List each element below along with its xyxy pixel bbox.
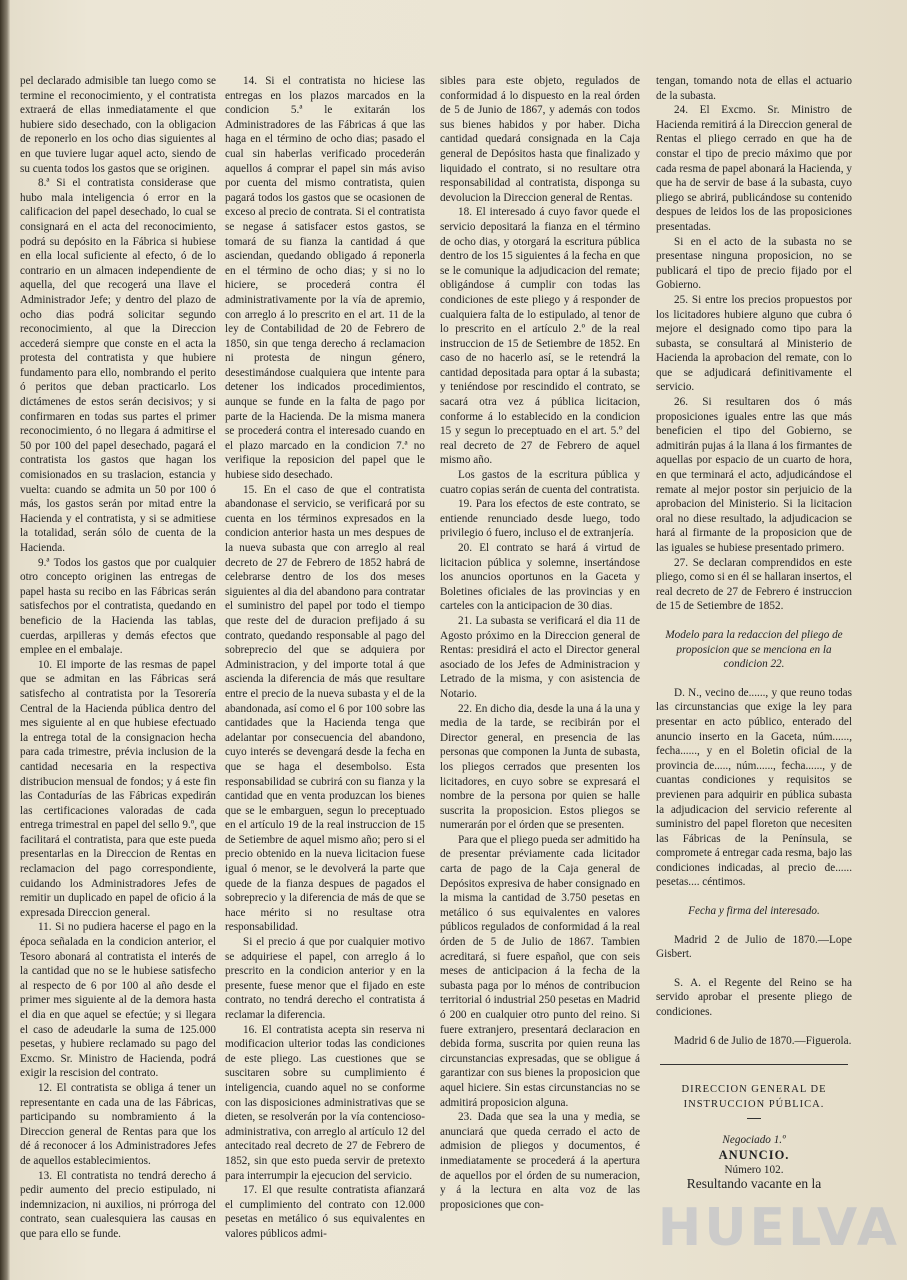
paragraph: 15. En el caso de que el contratista abandonase el servicio, se verificará por su cuenta en los términos expresados en la condicion anterior hasta un mes despues de la nueva subasta que con arreglo al real decreto de 27 de Febrero de 1852 habrá de celebrarse dentro de los dos meses siguientes al dia del abandono para contratar el suministro del papel por todo el tiempo que reste del de duracion prefijado á su contrato, quedando responsable al pago del sobreprecio del que se adquiera por Administracion, y del importe total á que ascienda la diferencia de más que resultare entre el precio de la nueva subasta y el de la abandonada, así como el 6 por 100 sobre las cantidades que la Hacienda tenga que adelantar por consecuencia del abandono, cuyo interés se devengará desde la fecha en que se haga el desembolso. Esta responsabilidad se cubrirá con su fianza y la cantidad que en venta produzcan los bienes que se le embarguen, segun lo preceptuado en el artículo 19 de la real instruccion de 15 de Setiembre de aquel mismo año; pero si el precio obtenido en la nueva licitacion fuese igual ó menor, se le devolverá la parte que quede de la fianza despues de pagados el sobreprecio y la diferencia de más de que se hace mérito si no resultase otra responsabilidad. [225, 483, 425, 934]
page-binding-edge [0, 0, 10, 1280]
paragraph: 27. Se declaran comprendidos en este pliego, como si en él se hallaran insertos, el real decreto de 27 de Febrero é instruccion de 15 de Setiembre de 1852. [656, 556, 852, 613]
negociado: Negociado 1.º [722, 1134, 786, 1147]
paragraph: 26. Si resultaren dos ó más proposiciones iguales entre las que más beneficien el tipo del Gobierno, se admitirán pujas á la llana á los firmantes de aquellas por espacio de un cuarto de hora, en que terminará el acto, adjudicándose el remate al mejor postor sin perjuicio de la aprobacion del Ministerio. Si la licitacion oral no diese resultado, la adjudicacion se hará al firmante de la proposicion que de las iguales se hubiese presentado primero. [656, 396, 852, 554]
regent-approval: S. A. el Regente del Reino se ha servido aprobar el presente pliego de condiciones. [656, 976, 852, 1019]
section-heading: DIRECCION GENERAL DE INSTRUCCION PÚBLICA. [681, 1084, 827, 1110]
spacer [656, 1020, 852, 1034]
paragraph: Para que el pliego pueda ser admitido ha de presentar préviamente cada licitador carta de pago de la Caja general de Depósitos expresiva de haber consignado en la misma la cantidad de 3.750 pesetas en metálico ó sus equivalentes en valores públicos regulados de conformidad á la real órden de 5 de Julio de 1867. Tambien acreditará, si fuere español, que con seis meses de anticipacion á la fecha de la subasta paga por lo ménos de contribucion territorial ó industrial 250 pesetas en Madrid ó 200 en cualquier otro punto del reino. Si fuere extranjero, presentará declaracion en debida forma, suscrita por quien reuna las circunstancias expresadas, que se obligue á garantizar con sus bienes la proposicion que aquel hiciere. Sin estas circunstancias no se admitirá proposicion alguna. [440, 833, 640, 1109]
paragraph: Los gastos de la escritura pública y cuatro copias serán de cuenta del contratista. [440, 469, 640, 496]
paragraph: 25. Si entre los precios propuestos por los licitadores hubiere alguno que cubra ó mejore el designado como tipo para la subasta, se consultará al Ministerio de Hacienda la aprobacion del remate, con lo que se adjudicará definitivamente el servicio. [656, 293, 852, 394]
paragraph: 22. En dicho dia, desde la una á la una y media de la tarde, se recibirán por el Director general, en presencia de las personas que componen la Junta de subasta, los pliegos cerrados que presenten los licitadores, en cuyo sobre se expresará el nombre de la persona por quien se halle suscrita la proposicion. Estos pliegos se numerarán por el órden que se presenten. [440, 702, 640, 832]
column-4 [656, 74, 852, 1274]
paragraph: 16. El contratista acepta sin reserva ni modificacion ulterior todas las condiciones de este pliego. Las cuestiones que se suscitaren sobre su cumplimiento é inteligencia, cuando aquel no se conforme con las disposiciones administrativas que se dieten, se resolverán por la vía contencioso-administrativa, con arreglo al artículo 12 del antecitado real decreto de 27 de Febrero de 1852, sin que esto pueda servir de pretexto para interrumpir la ejecucion del servicio. [225, 1023, 425, 1182]
paragraph: 20. El contrato se hará á virtud de licitacion pública y solemne, insertándose los anuncios oportunos en la Gaceta y Boletines oficiales de las provincias y en carteles con la anticipacion de 30 dias. [440, 542, 640, 613]
paragraph: 13. El contratista no tendrá derecho á pedir aumento del precio estipulado, ni indemnizacion, ni auxilios, ni prórroga del contrato, sean cualesquiera las causas en que para ello se funde. [20, 1169, 216, 1240]
spacer [656, 614, 852, 628]
paragraph: 10. El importe de las resmas de papel que se admitan en las Fábricas será satisfecho al contratista por la Tesorería Central de la Hacienda pública dentro del mes siguiente al en que hubiese efectuado la entrega total de la consignacion hecha para cada trimestre, prévia inclusion de la cantidad necesaria en la respectiva distribucion mensual de fondos; y á este fin las Contadurías de las Fábricas expedirán las certificaciones valoradas de cada entrega trimestral en papel del sello 9.º, que facilitará el contratista, para que este pueda presentarlas en la Direccion de Rentas en reclamacion del pago correspondiente, cuidando los Administradores Jefes de remitir un duplicado en papel de oficio á la expresada Direccion general. [20, 658, 216, 919]
spacer [656, 672, 852, 686]
model-title: Modelo para la redaccion del pliego de proposicion que se menciona en la condicion 22. [665, 628, 843, 671]
paragraph: 8.ª Si el contratista considerase que hubo mala inteligencia ó error en la calificacion del papel desechado, lo cual se consignará en el acta del reconocimiento, podrá su depósito en la Fábrica si hubiese en ella local suficiente al efecto, ó de lo contrario en un almacen independiente de aquella, del que recogerá una llave el Administrador Jefe; y dentro del plazo de ocho dias podrá solicitar segundo reconocimiento, al que la Direccion accederá siempre que conste en el acta la protesta del contratista y que hubiere fundamento para ello, nombrando el perito ó peritos que deban practicarlo. Los dictámenes de estos serán decisivos; y si confirmaren en todas sus partes el primer reconocimiento, ó no llegara á admitirse el 50 por 100 del papel desechado, pagará el contratista los gastos que hagan los comisionados en su traslacion, estancia y vuelta: cuando se admita un 50 por 100 ó más, los gastos serán por mitad entre la Hacienda y el contratista, y si se admitiese la totalidad, serán sólo de cuenta de la Hacienda. [20, 177, 216, 554]
madrid-date-1: Madrid 2 de Julio de 1870.—Lope Gisbert. [656, 933, 852, 961]
paragraph: sibles para este objeto, regulados de conformidad á lo dispuesto en la real órden de 5 de Junio de 1867, y además con todos sus bienes habidos y por haber. Dicha cantidad quedará consignada en la Caja general de Depósitos hasta que finalizado y liquidado el contrato, si no resultare otra responsabilidad al contratista, disponga su devolucion la Direccion general de Rentas. [440, 75, 640, 204]
anuncio-number: Número 102. [724, 1163, 784, 1176]
paragraph: 14. Si el contratista no hiciese las entregas en los plazos marcados en la condicion 5.ª le exitarán los Administradores de las Fábricas á que las haga en el término de ocho dias; pasado el cual sin haberlas verificado procederán aquellos á comprar el papel sin más aviso por cuenta del mismo contratista, quien pagará todos los gastos que se ocasionen de exceso al precio de contrata. Si el contratista se negase á satisfacer estos gastos, se tomará de su fianza la cantidad á que asciendan, quedando obligado á reponerla en el término de ocho dias; y si no lo hiciere, se procederá contra él administrativamente por la vía de apremio, con arreglo á lo prescrito en el art. 11 de la ley de Contabilidad de 20 de Febrero de 1850, sin que tenga derecho á reclamacion ni protesta de ningun género, desestimándose cualquiera que intente para detener los indicados procedimientos, aunque se funde en la falta de pago por parte de la Hacienda. De la misma manera se procederá contra el interesado cuando en el plazo marcado en la condicion 7.ª no verifique la reposicion del papel que le hubiese sido desechado. [225, 75, 425, 482]
column-1 [20, 74, 216, 1274]
spacer [656, 962, 852, 976]
paragraph: tengan, tomando nota de ellas el actuario de la subasta. [656, 75, 852, 102]
model-body: D. N., vecino de......, y que reuno todas las circunstancias que exige la ley para presentar en acto público, enterado del anuncio inserto en la Gaceta, núm......, fecha......, y en el Boletin oficial de la provincia de....., núm......, fecha......, y de cuantas condiciones y requisitos se previenen para adquirir en pública subasta la adjudicacion del servicio referente al suministro del papel floreton que necesiten las Fábricas de la Península, se compromete á entregar cada resma, bajo las condiciones indicadas, al precio de...... pesetas.... céntimos. [656, 686, 852, 889]
spacer [656, 919, 852, 933]
anuncio-start: Resultando vacante en la [686, 1176, 822, 1192]
short-divider [747, 1118, 761, 1119]
paragraph: Si en el acto de la subasta no se presentase ninguna proposicion, no se publicará el tipo de precio fijado por el Gobierno. [656, 235, 852, 292]
paragraph: 9.ª Todos los gastos que por cualquier otro concepto originen las entregas de papel hasta su recibo en las Fábricas serán satisfechos por el contratista, quedando en beneficio de la Hacienda las tablas, cuerdas, arpilleras y demás efectos que emplee en el embalaje. [20, 556, 216, 657]
paragraph: 23. Dada que sea la una y media, se anunciará que queda cerrado el acto de admision de pliegos y documentos, é inmediatamente se procederá á la apertura de aquellos por el órden de su numeracion, y á la lectura en alta voz de las proposiciones que con- [440, 1111, 640, 1211]
anuncio-title: ANUNCIO. [718, 1148, 790, 1162]
column-3 [440, 74, 640, 1274]
paragraph: 21. La subasta se verificará el dia 11 de Agosto próximo en la Direccion general de Rentas: presidirá el acto el Director general asociado de los Jefes de Administracion y Letrado de la misma, y con asistencia de Notario. [440, 614, 640, 700]
paragraph: pel declarado admisible tan luego como se termine el reconocimiento, y el contratista extraerá de ellas inmediatamente el que hubiere sido desechado, con la obligacion de reponerlo en los ocho dias siguientes al en que tuviere lugar aquel acto, siendo de su cuenta todos los gastos que se originen. [20, 75, 216, 175]
signature-line: Fecha y firma del interesado. [688, 905, 820, 918]
paragraph: Si el precio á que por cualquier motivo se adquiriese el papel, con arreglo á lo prescrito en la condicion anterior y en la presente, fuese menor que el fijado en este contrato, no tendrá derecho el contratista á reclamar la diferencia. [225, 936, 425, 1021]
paragraph: 12. El contratista se obliga á tener un representante en cada una de las Fábricas, participando su nombramiento á la Direccion general de Rentas para que los dé á reconocer á los Administradores Jefes de aquellos establecimientos. [20, 1081, 216, 1167]
paragraph: 18. El interesado á cuyo favor quede el servicio depositará la fianza en el término de ocho dias, y otorgará la escritura pública dentro de los 15 siguientes á la fecha en que se le comunique la adjudicacion del remate; obligándose á cumplir con todas las condiciones de este pliego y á responder de cualquiera falta de lo estipulado, al tenor de lo prescrito en el artículo 2.º de la real instruccion de 15 de Setiembre de 1852. En caso de no hacerlo así, se le retendrá la cantidad depositada para optar á la subasta; y teniéndose por rescindido el contrato, se sacará otra vez á pública licitacion, conforme á lo establecido en la condicion 15 y segun lo preceptuado en el art. 5.º del real decreto de 27 de Febrero de aquel mismo año. [440, 206, 640, 467]
spacer [656, 890, 852, 904]
library-watermark: HUELVA [657, 1198, 900, 1258]
paragraph: 24. El Excmo. Sr. Ministro de Hacienda remitirá á la Direccion general de Rentas el pliego cerrado en que ha de constar el tipo de precio máximo que por cada resma de papel abonará la Hacienda, y que ha de servir de base á la subasta, cuyo pliego se abrirá, publicándose su contenido despues de leidos los de las proposiciones presentadas. [656, 104, 852, 233]
paragraph: 11. Si no pudiera hacerse el pago en la época señalada en la condicion anterior, el Tesoro abonará al contratista el interés de la cantidad que no se le hubiese satisfecho al respecto de 6 por 100 al año desde el primer mes siguiente al de la demora hasta el dia en que aquel se efectúe; y si llegara el caso de adeudarle la suma de 125.000 pesetas, y hubiere reclamado su pago del Excmo. Sr. Ministro de Hacienda, podrá exigir la rescision del contrato. [20, 921, 216, 1080]
paragraph: 19. Para los efectos de este contrato, se entiende renunciado desde luego, todo privilegio ó fuero, incluso el de extranjería. [440, 498, 640, 540]
madrid-date-2: Madrid 6 de Julio de 1870.—Figuerola. [674, 1034, 852, 1047]
column-2 [225, 74, 425, 1274]
paragraph: 17. El que resulte contratista afianzará el cumplimiento del contrato con 12.000 pesetas en metálico ó sus equivalentes en valores públicos admi- [225, 1184, 425, 1240]
section-divider [660, 1064, 848, 1065]
